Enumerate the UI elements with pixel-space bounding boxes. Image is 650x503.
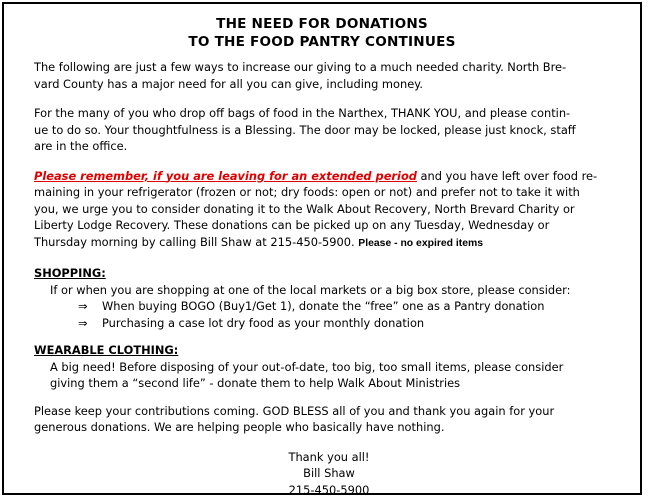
extended-period-highlight: Please remember, if you are leaving for an extended period <box>34 168 417 183</box>
extended-line-1-rest: and you have left over food re- <box>416 168 598 183</box>
intro-line-1: The following are just a few ways to increase our giving to a much needed charity. North Bre- <box>34 60 567 74</box>
shopping-item-text: When buying BOGO (Buy1/Get 1), donate the “free” one as a Pantry donation <box>102 299 545 313</box>
flyer-frame <box>2 2 642 495</box>
clothing-section <box>34 342 624 392</box>
intro-line-2: vard County has a major need for all you can give, including money. <box>34 76 423 91</box>
clothing-line-2: giving them a “second life” - donate them to help Walk About Ministries <box>50 376 461 390</box>
shopping-heading: SHOPPING: <box>34 266 106 280</box>
clothing-line-1: A big need! Before disposing of your out-of-date, too big, too small items, please consider <box>50 359 564 374</box>
extended-period-paragraph <box>34 168 624 253</box>
extended-line-2: maining in your refrigerator (frozen or not; dry foods: open or not) and prefer not to take it with <box>34 185 580 199</box>
clothing-heading: WEARABLE CLOTHING: <box>34 343 179 357</box>
signature-phone: 215-450-5900 <box>288 482 370 497</box>
intro-paragraph <box>34 59 624 92</box>
extended-line-3: you, we urge you to consider donating it to the Walk About Recovery, North Brevard Charity or <box>34 201 575 216</box>
shopping-item-text: Purchasing a case lot dry food as your monthly donation <box>102 315 425 330</box>
closing-line-1: Please keep your contributions coming. GOD BLESS all of you and thank you again for your <box>34 403 555 418</box>
closing-line-2: generous donations. We are helping people who basically have nothing. <box>34 420 445 434</box>
extended-line-5: Thursday morning by calling Bill Shaw at 215-450-5900. <box>34 234 355 249</box>
signature-name: Bill Shaw <box>303 466 355 480</box>
shopping-item <box>34 298 624 315</box>
shopping-item <box>34 315 624 332</box>
narthex-line-2: ue to do so. Your thoughtfulness is a Blessing. The door may be locked, please just knock, staff <box>34 122 576 137</box>
arrow-icon: ⇒ <box>78 299 88 313</box>
narthex-line-3: are in the office. <box>34 139 128 153</box>
shopping-intro: If or when you are shopping at one of the local markets or a big box store, please consider: <box>50 282 571 297</box>
no-expired-note: Please - no expired items <box>358 237 484 249</box>
title-line-2: TO THE FOOD PANTRY CONTINUES <box>188 34 456 50</box>
signature-thanks: Thank you all! <box>288 449 370 464</box>
closing-paragraph <box>34 403 624 436</box>
signature-block <box>34 449 624 499</box>
flyer-title <box>4 15 640 51</box>
arrow-icon: ⇒ <box>78 315 88 330</box>
shopping-section <box>34 265 624 331</box>
extended-line-4: Liberty Lodge Recovery. These donations can be picked up on any Tuesday, Wednesday or <box>34 218 550 232</box>
title-line-1: THE NEED FOR DONATIONS <box>216 16 428 32</box>
flyer-body <box>34 59 624 498</box>
narthex-paragraph <box>34 105 624 155</box>
narthex-line-1: For the many of you who drop off bags of food in the Narthex, THANK YOU, and please contin- <box>34 106 571 120</box>
